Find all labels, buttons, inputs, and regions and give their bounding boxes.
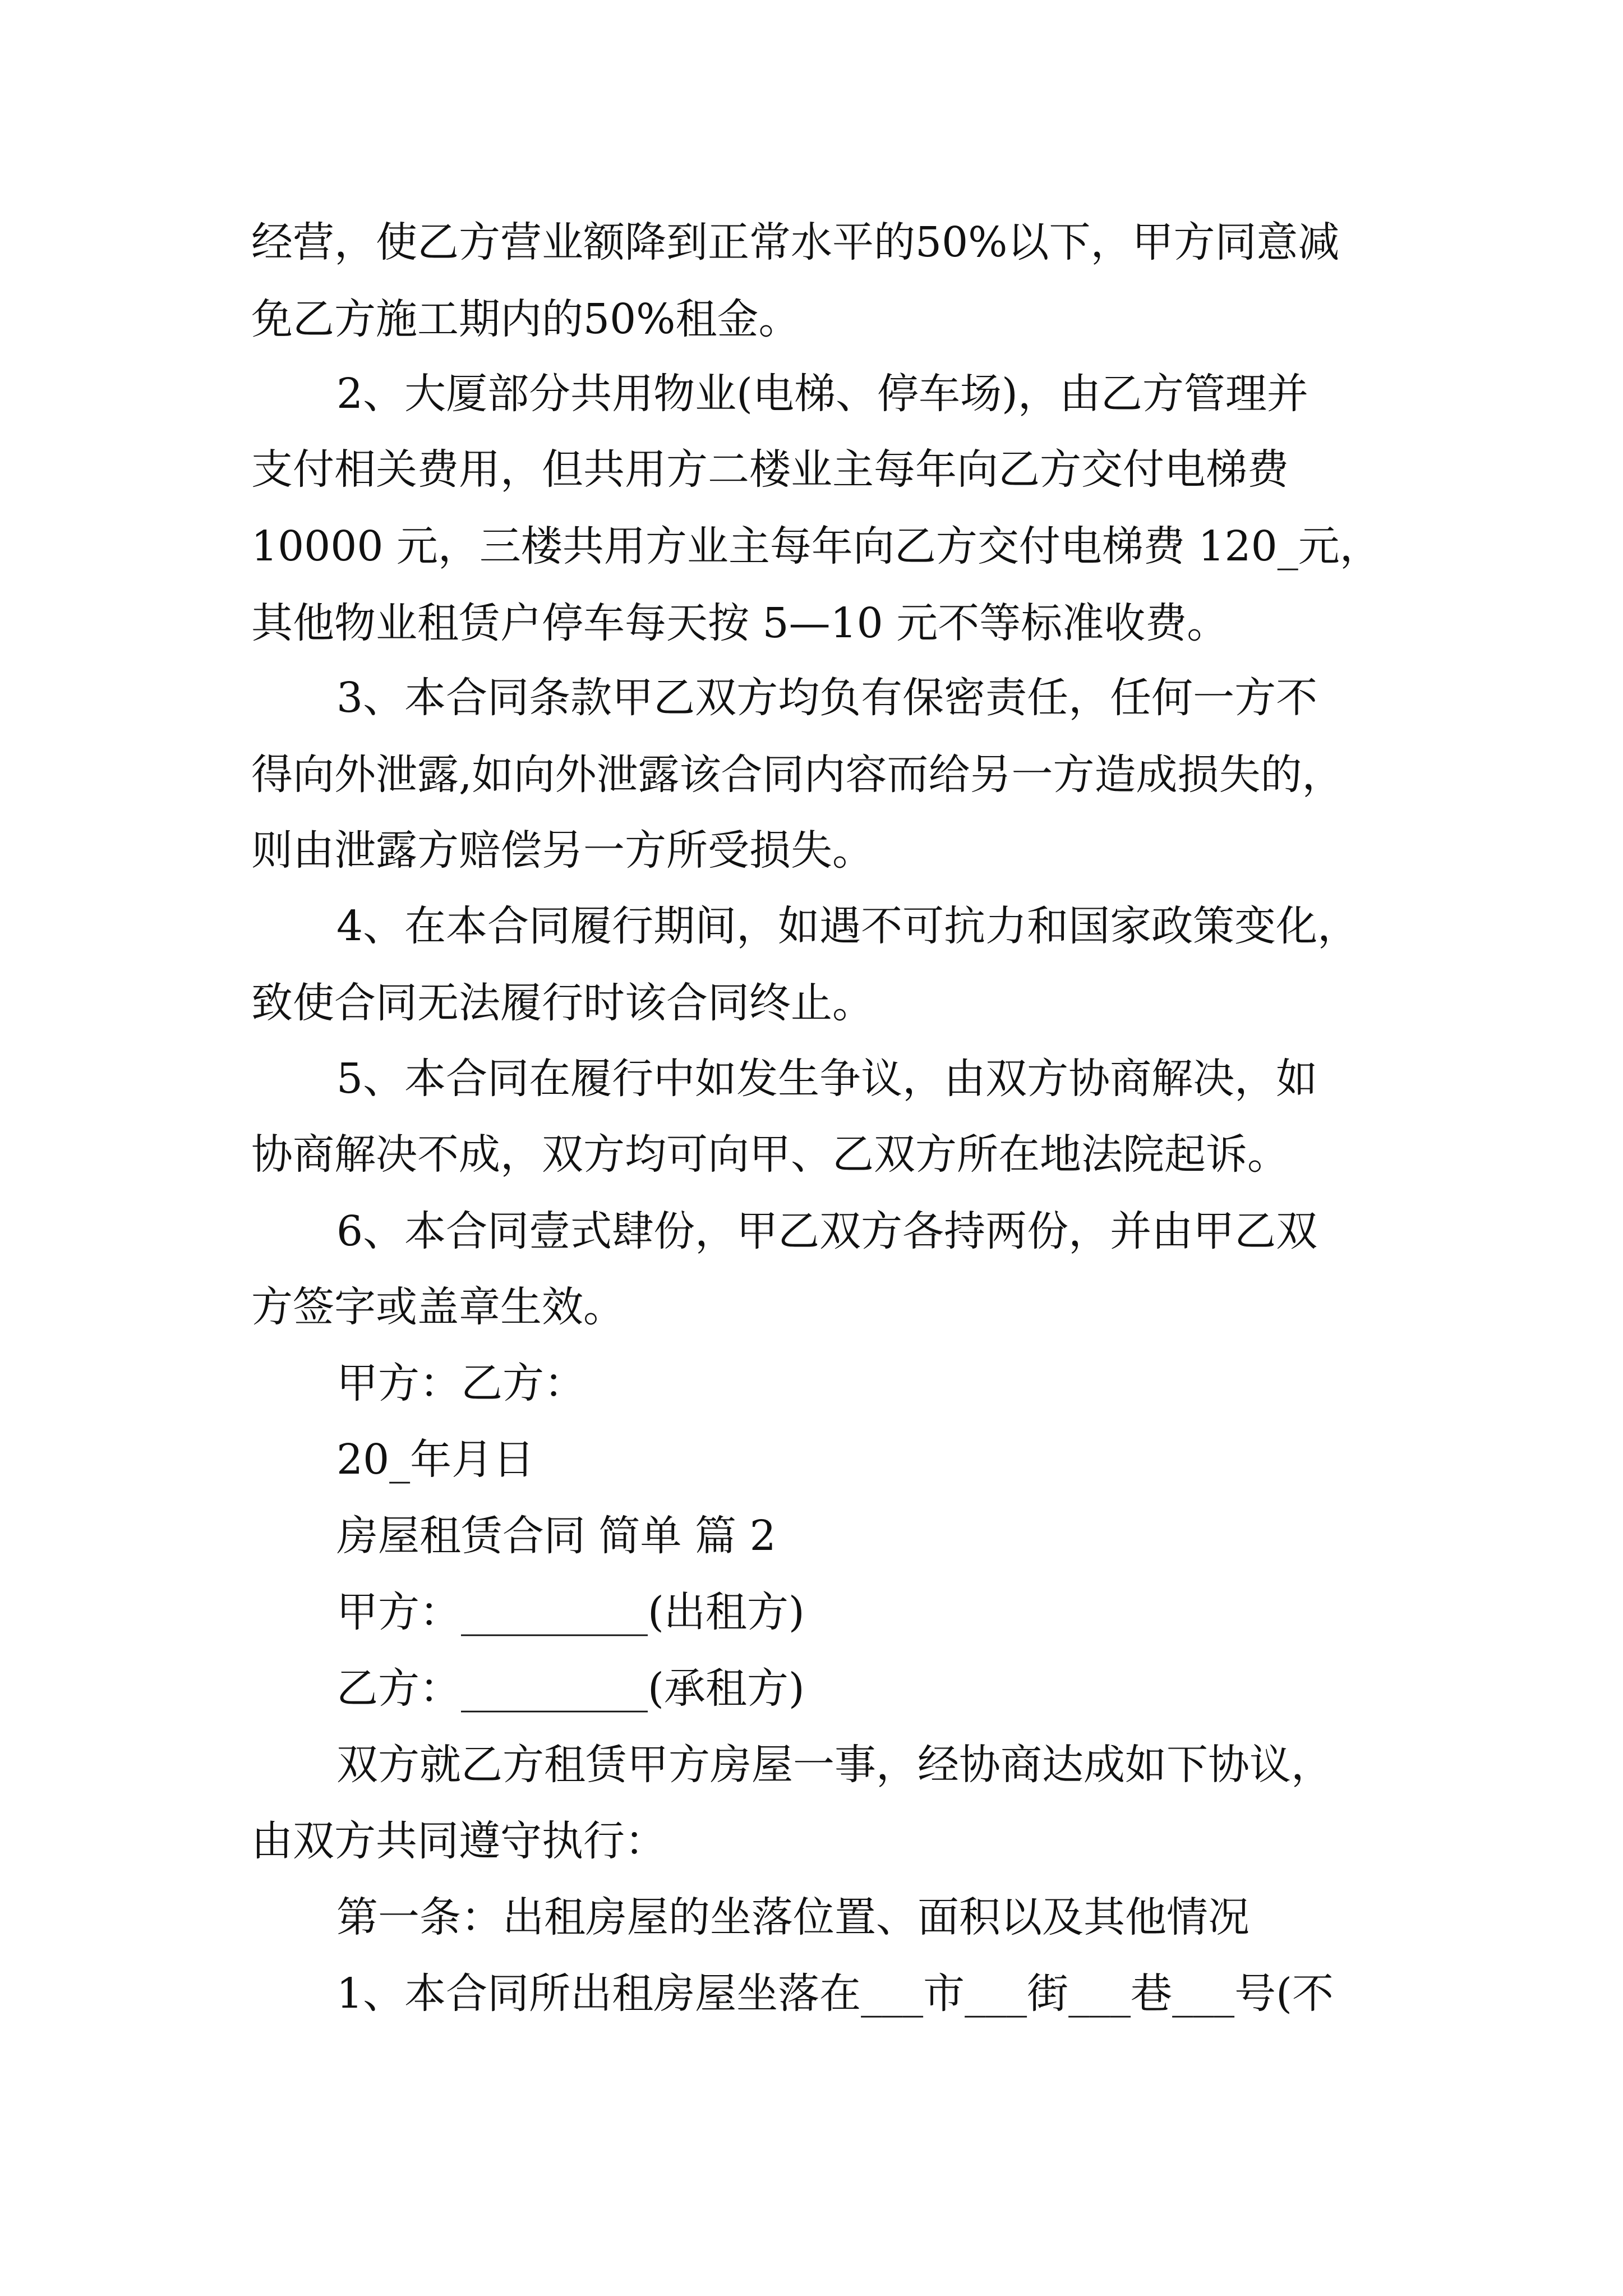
text-line: 10000 元，三楼共用方业主每年向乙方交付电梯费 120_元， <box>251 522 1381 570</box>
text-line: 2、大厦部分共用物业(电梯、停车场)，由乙方管理并 <box>336 370 1308 418</box>
text-line: 由双方共同遵守执行： <box>251 1817 666 1865</box>
text-line: 得向外泄露,如向外泄露该合同内容而给另一方造成损失的， <box>251 751 1344 799</box>
text-line: 致使合同无法履行时该合同终止。 <box>251 979 874 1027</box>
text-line: 3、本合同条款甲乙双方均负有保密责任，任何一方不 <box>336 674 1318 722</box>
text-line: 免乙方施工期内的50%租金。 <box>251 295 800 343</box>
text-line: 4、在本合同履行期间，如遇不可抗力和国家政策变化， <box>336 902 1359 950</box>
party-b-line: 乙方：_________(承租方) <box>336 1664 805 1713</box>
date-line: 20_年月日 <box>336 1435 535 1484</box>
text-line: 支付相关费用，但共用方二楼业主每年向乙方交付电梯费 <box>251 445 1289 494</box>
text-line: 方签字或盖章生效。 <box>251 1283 625 1331</box>
text-line: 6、本合同壹式肆份，甲乙双方各持两份，并由甲乙双 <box>336 1207 1318 1255</box>
text-line: 则由泄露方赔偿另一方所受损失。 <box>251 826 874 875</box>
text-line: 经营，使乙方营业额降到正常水平的50%以下，甲方同意减 <box>251 218 1340 266</box>
section-title: 房屋租赁合同 简单 篇 2 <box>336 1512 776 1560</box>
text-line: 协商解决不成，双方均可向甲、乙双方所在地法院起诉。 <box>251 1130 1289 1179</box>
text-line: 其他物业租赁户停车每天按 5—10 元不等标准收费。 <box>251 599 1229 647</box>
text-line: 5、本合同在履行中如发生争议，由双方协商解决，如 <box>336 1055 1318 1103</box>
signature-line: 甲方：乙方： <box>336 1359 585 1407</box>
article-heading: 第一条：出租房屋的坐落位置、面积以及其他情况 <box>336 1893 1249 1941</box>
text-line: 1、本合同所出租房屋坐落在___市___街___巷___号(不 <box>336 1970 1334 2018</box>
party-a-line: 甲方：_________(出租方) <box>336 1588 805 1636</box>
text-line: 双方就乙方租赁甲方房屋一事，经协商达成如下协议， <box>336 1741 1332 1789</box>
